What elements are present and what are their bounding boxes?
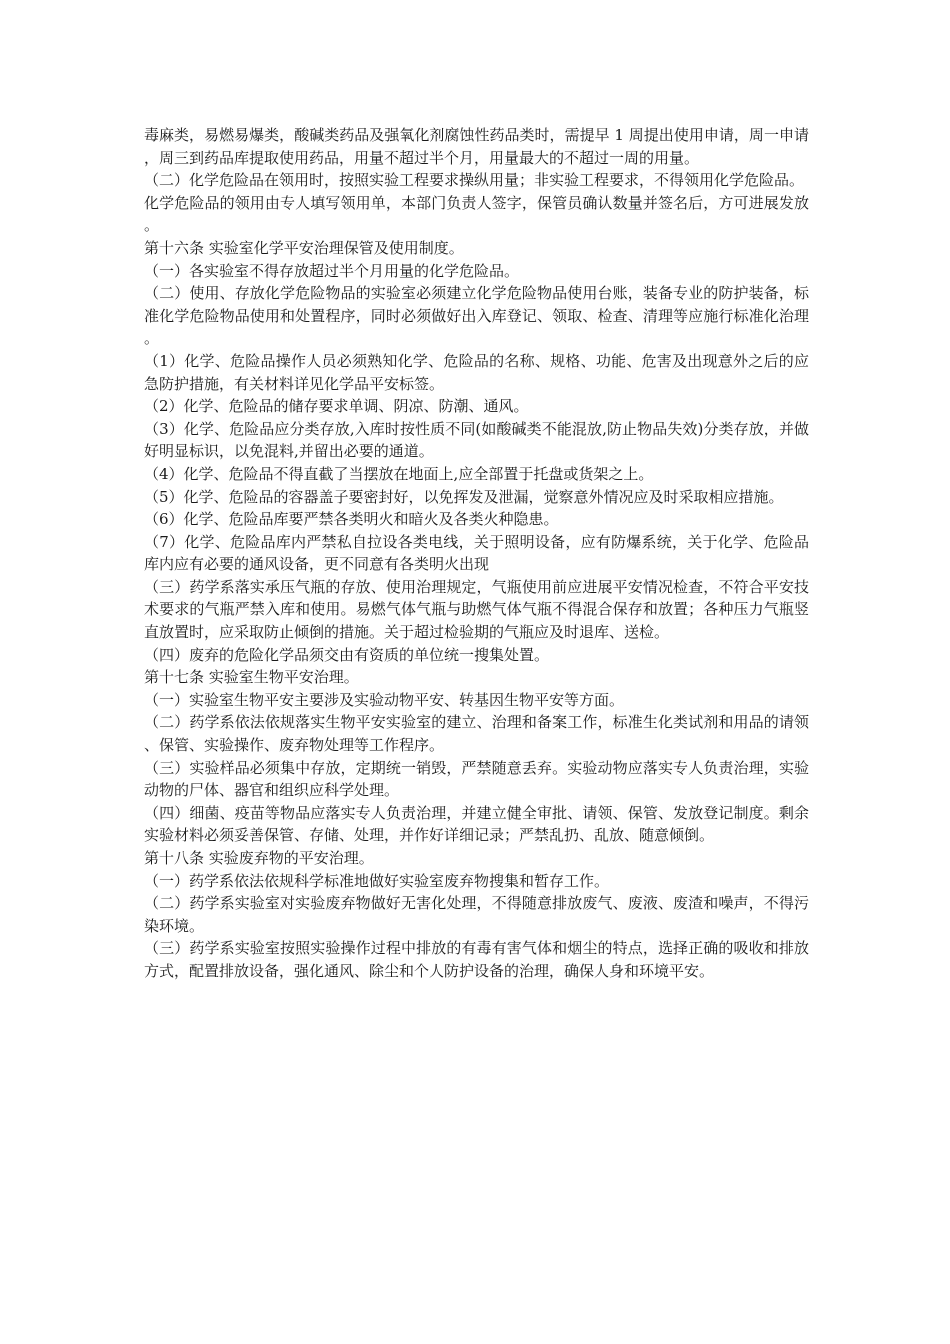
paragraph-subitem: （2）化学、危险品的储存要求单调、阴凉、防潮、通风。 <box>144 397 529 416</box>
paragraph-item: （三）药学系实验室按照实验操作过程中排放的有毒有害气体和烟尘的特点，选择正确的吸收和排放方式，配置排放设备，强化通风、除尘和个人防护设备的治理，确保人身和环境平安。 <box>144 939 809 980</box>
paragraph-item: （一）药学系依法依规科学标准地做好实验室废弃物搜集和暂存工作。 <box>144 871 610 890</box>
paragraph-item: （三）药学系落实承压气瓶的存放、使用治理规定，气瓶使用前应进展平安情况检查，不符合平安技术要求的气瓶严禁入库和使用。易燃气体气瓶与助燃气体气瓶不得混合保存和放置；各种压力气瓶竖直放置时，应采取防止倾倒的措施。关于超过检验期的气瓶应及时退库、送检。 <box>144 577 809 642</box>
paragraph-item: （二）使用、存放化学危险物品的实验室必须建立化学危险物品使用台账，装备专业的防护装备，标准化学危险物品使用和处置程序，同时必须做好出入库登记、领取、检查、清理等应施行标准化治理。 <box>144 284 809 348</box>
paragraph-subitem: （1）化学、危险品操作人员必须熟知化学、危险品的名称、规格、功能、危害及出现意外之后的应急防护措施，有关材料详见化学品平安标签。 <box>144 351 809 393</box>
paragraph-item: （一）实验室生物平安主要涉及实验动物平安、转基因生物平安等方面。 <box>144 690 625 709</box>
paragraph-item: （三）实验样品必须集中存放，定期统一销毁，严禁随意丢弃。实验动物应落实专人负责治理，实验动物的尸体、器官和组织应科学处理。 <box>144 758 809 800</box>
paragraph-item: （二）药学系实验室对实验废弃物做好无害化处理，不得随意排放废气、废液、废渣和噪声，不得污染环境。 <box>144 894 809 935</box>
paragraph-item: （四）细菌、疫苗等物品应落实专人负责治理，并建立健全审批、请领、保管、发放登记制度。剩余实验材料必须妥善保管、存储、处理，并作好详细记录；严禁乱扔、乱放、随意倾倒。 <box>144 803 809 845</box>
paragraph-subitem: （3）化学、危险品应分类存放,入库时按性质不同(如酸碱类不能混放,防止物品失效)分类存放，并做好明显标识，以免混料,并留出必要的通道。 <box>144 419 809 461</box>
paragraph-subitem: （5）化学、危险品的容器盖子要密封好，以免挥发及泄漏，觉察意外情况应及时采取相应措施。 <box>144 487 784 506</box>
paragraph-item: （二）化学危险品在领用时，按照实验工程要求操纵用量；非实验工程要求，不得领用化学危险品。 <box>144 171 805 190</box>
paragraph-continuation: 毒麻类，易燃易爆类，酸碱类药品及强氧化剂腐蚀性药品类时，需提早 1 周提出使用申请，周一申请，周三到药品库提取使用药品，用量不超过半个月，用量最大的不超过一周的用量。 <box>144 126 809 167</box>
article-heading: 第十八条 实验废弃物的平安治理。 <box>144 849 374 867</box>
paragraph-text: 化学危险品的领用由专人填写领用单，本部门负责人签字，保管员确认数量并签名后，方可进展发放。 <box>144 193 809 235</box>
article-heading: 第十七条 实验室生物平安治理。 <box>144 668 359 687</box>
paragraph-subitem: （4）化学、危险品不得直截了当摆放在地面上,应全部置于托盘或货架之上。 <box>144 464 654 483</box>
document-body <box>144 124 809 983</box>
paragraph-item: （一）各实验室不得存放超过半个月用量的化学危险品。 <box>144 261 520 280</box>
paragraph-subitem: （7）化学、危险品库内严禁私自拉设各类电线，关于照明设备，应有防爆系统，关于化学、危险品库内应有必要的通风设备，更不同意有各类明火出现 <box>144 532 809 574</box>
article-heading: 第十六条 实验室化学平安治理保管及使用制度。 <box>144 238 464 257</box>
paragraph-subitem: （6）化学、危险品库要严禁各类明火和暗火及各类火种隐患。 <box>144 510 559 529</box>
paragraph-item: （二）药学系依法依规落实生物平安实验室的建立、治理和备案工作，标准生化类试剂和用品的请领、保管、实验操作、废弃物处理等工作程序。 <box>144 713 809 755</box>
paragraph-item: （四）废弃的危险化学品须交由有资质的单位统一搜集处置。 <box>144 645 550 664</box>
